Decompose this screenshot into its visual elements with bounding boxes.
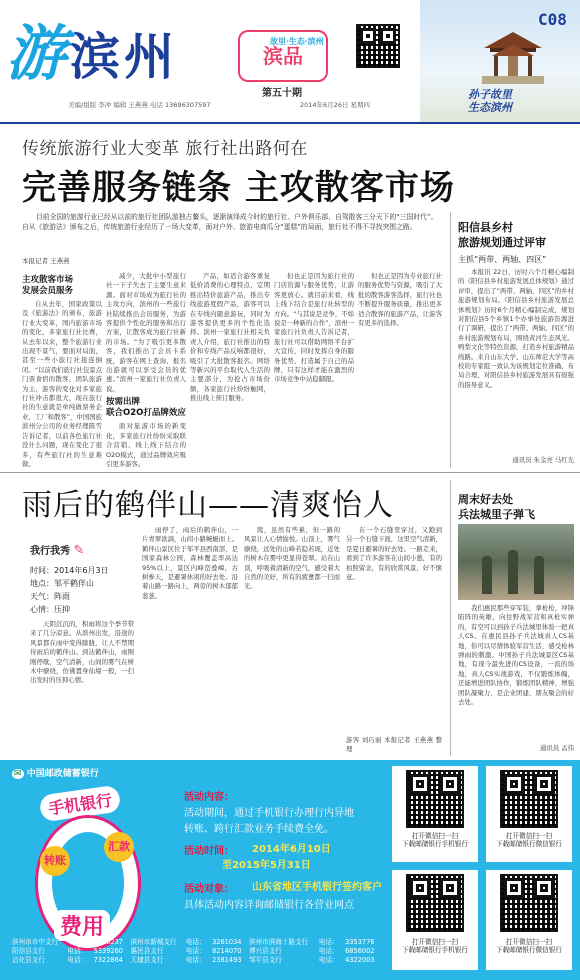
qr-code-3 <box>406 874 464 932</box>
branch: 滨州市滨海十路支行 <box>248 938 309 946</box>
phone: 3261034 <box>212 938 242 946</box>
phone-label: 电话： <box>318 947 339 955</box>
walking-figure-icon: ✎ <box>73 543 85 558</box>
column-divider <box>450 212 451 468</box>
branch: 阳信县支行 <box>12 947 45 955</box>
branch: 博兴县支行 <box>248 947 282 955</box>
travelogue-col1-text: 天阴沉沉的，积雨将这个季节带来了几分凉意。从滨州出发，沿途的风景都在雨中变得朦胧，让人不禁期待雨后的鹤伴山。到达鹤伴山，雨刚刚停歇，空气清新，山间的雾气在树木中缭绕，仿佛置身仙境一般，一扫出发时的压抑心情。 <box>30 620 134 685</box>
travelogue-column-2 <box>142 526 238 752</box>
phone-label: 电话： <box>318 956 339 964</box>
feature-column-4 <box>274 272 354 468</box>
feature-column-3 <box>190 272 270 468</box>
section-divider <box>0 472 580 473</box>
feature-headline: 完善服务链条 主攻散客市场 <box>22 168 455 208</box>
logo-text: 滨品 <box>263 44 303 68</box>
column-2-text: 减少，大批中小型旅行社一下子失去了主要生意来源。面对市场成为旅行社的主攻方向，滨州的一些旅行社陆续推出会员服务，为游客提供个性化的服务和出行方案，让散客成为旅行社新的市场。“为了吸引更多散客，我们推出了会员卡系统，游客在网上查询、报名出游就可以享受会员的优惠。”滨州一家旅行社负责人说。 <box>106 272 186 393</box>
weekend-body-text: 我们惠民那些穿军装，拿枪枪，冲锋陷阵的英雄，向往野战军营和真枪实弹的，有空可以到孙子兵法城里体验一把真人CS。在惠民县孙子兵法城真人CS基地，你可以尽情体验军营生活，感受枪林弹雨的刺激。中国孙子兵法城景区CS基地，有现今最先进的CS设备，一流的场地，真人CS实战游戏，不仅锻炼体魄，还能增进团队协作，锻炼团队精神，增强团队凝聚力，是企业团建、朋友聚会的好去处。 <box>458 604 574 707</box>
travel-tag <box>30 542 84 558</box>
trip-weather: 天气：阵雨 <box>30 592 70 601</box>
side-article-credit: 通讯员 朱金亮 马红光 <box>512 456 574 464</box>
travelogue-headline: 雨后的鹤伴山——清爽怡人 <box>22 488 394 523</box>
phone: 2381493 <box>212 956 242 964</box>
feature-column-2 <box>106 272 186 468</box>
binpin-logo <box>238 30 328 82</box>
travel-tag-label: 我行我秀 <box>30 546 70 557</box>
masthead-qr-code <box>356 24 400 68</box>
qr-card-2 <box>486 766 572 862</box>
contacts-row <box>10 947 380 956</box>
branch: 滨州市新城支行 <box>130 938 177 946</box>
column-2b-text: 面对旅游市场的新变化，多家旅行社纷纷采取联合营销、线上线下结合的O2O模式，通过品牌效应吸引更多游客。 <box>106 422 186 468</box>
activity-title: 活动内容： <box>184 792 234 803</box>
feature-column-5 <box>358 272 442 468</box>
phone: 5339260 <box>93 947 123 955</box>
time-end: 至2015年5月31日 <box>222 860 311 871</box>
qr-caption-2: 打开微信扫一扫 下载邮储银行微信银行 <box>486 832 572 848</box>
qr-card-3 <box>392 870 478 970</box>
phone: 3326237 <box>93 938 123 946</box>
editor-info: 美编/组版 李冲 编辑 王燕燕 电话 13696307597 <box>68 101 211 109</box>
phone: 8214070 <box>212 947 242 955</box>
travelogue-column-3 <box>244 526 340 752</box>
slogan-line-2: 生态滨州 <box>468 101 512 114</box>
qr-code-4 <box>500 874 558 932</box>
time-title: 活动时间： <box>184 846 234 857</box>
travelogue-col3-text: 爬，虽然有些累，但一路的风景让人心情愉悦。山顶上，雾气缭绕，远处的山峰若隐若现，近处的树木在雾中更显得苍翠。站在山顶，呼吸着清新的空气，感受着大自然的美好，所有的疲惫都一扫而光。 <box>244 526 340 591</box>
side-article-subtitle: 主抓“两带、两轴、四区” <box>458 255 547 264</box>
slogan-line-1: 孙子故里 <box>468 88 512 101</box>
phone: 3353776 <box>345 938 375 946</box>
transfer-badge: 转账 <box>40 846 70 876</box>
page-number: C08 <box>538 10 567 29</box>
travelogue-column-1 <box>30 620 134 752</box>
phone: 7322864 <box>93 956 123 964</box>
bank-name-text: 中国邮政储蓄银行 <box>26 769 99 779</box>
column-divider-2 <box>450 480 451 756</box>
target-line-1: 山东省地区手机银行签约客户 <box>252 882 382 893</box>
phone: 6856002 <box>345 947 375 955</box>
contacts-row <box>10 956 380 965</box>
mobile-banking-label: 手机银行 <box>39 785 122 823</box>
subhead-1: 主攻散客市场 发展会员服务 <box>22 275 74 296</box>
branch: 无棣县支行 <box>130 956 164 964</box>
qr-code-1 <box>406 770 464 828</box>
phone-label: 电话： <box>185 938 206 946</box>
subhead-2: 按需出牌 联合O2O打品牌效应 <box>106 397 186 419</box>
phone-label: 电话： <box>67 938 88 946</box>
target-title: 活动对象： <box>184 884 234 895</box>
travelogue-credit: 游客 刘巧丽 本报记者 王燕燕 整理 <box>346 736 442 754</box>
qr-caption-1: 打开微信扫一扫 下载邮储银行手机银行 <box>392 832 478 848</box>
issue-number: 第五十期 <box>262 88 302 99</box>
contacts-table <box>10 938 380 965</box>
brand-you: 游 <box>6 19 62 89</box>
qr-caption-4: 打开微信扫一扫 下载邮储银行微信银行 <box>486 938 572 954</box>
column-4-text: 但也正是因为旅行社的门店资源与服务优势，让游客更放心。就目前来看，线上线下结合是旅行社转型的方向。“与其说是竞争，不如说是一种新的合作”，滨州一家旅行社负责人告诉记者，旅行社可以借助网络平台扩大宣传，同时发挥自身的服务优势，打造属于自己的品牌，只有这样才能在激烈的市场竞争中站稳脚跟。 <box>274 272 354 384</box>
postal-bank-icon: ✉ <box>14 769 22 779</box>
fee-label: 费用 <box>54 910 110 941</box>
phone-label: 电话： <box>67 956 88 964</box>
cs-game-photo <box>458 524 574 600</box>
side-body-text: 本报讯 22日，历时六个月精心编制的《阳信县乡村旅游发展总体规划》通过评审，提出了“两带、两轴、四区”的乡村旅游规划布局。《阳信县乡村旅游发展总体规划》历时6个月精心编制完成，规划对阳信县5个乡镇1个办事处旅游资源进行了调研，提出了“两带、两轴、四区”的乡村旅游规划布局，围绕黄河生态风光、鸭梨文化等特色资源，打造乡村旅游精品线路。来自山东大学、山东师范大学等高校的专家组一致认为该规划定位准确、布局合理，对阳信县乡村旅游发展具有很强的指导意义。 <box>458 268 574 389</box>
phone-label: 电话： <box>185 947 206 955</box>
pavilion-icon <box>478 30 548 86</box>
remittance-badge: 汇款 <box>104 832 134 862</box>
phone-label: 电话： <box>185 956 206 964</box>
trip-time: 时间：2014年6月3日 <box>30 566 109 575</box>
activity-line-1: 活动期间，通过手机银行办理行内异地 <box>184 808 354 819</box>
brand-binzhou: 滨州 <box>70 27 178 86</box>
trip-info <box>30 564 140 616</box>
side-article-title: 阳信县乡村 旅游规划通过评审 <box>458 221 546 249</box>
masthead-slogan <box>468 88 512 114</box>
publish-date: 2014年6月26日 星期四 <box>300 101 371 109</box>
target-line-2: 具体活动内容详询邮储银行各营业网点 <box>184 900 354 911</box>
feature-kicker: 传统旅游行业大变革 旅行社出路何在 <box>22 139 308 159</box>
bank-name <box>12 766 99 779</box>
branch: 滨州市市中支行 <box>12 938 59 946</box>
trip-place: 地点：邹平鹤伴山 <box>30 579 94 588</box>
logo-small-text: 故里·生态·滨州 <box>270 36 324 46</box>
weekend-body <box>458 604 574 744</box>
phone: 4322003 <box>345 956 375 964</box>
phone-label: 电话： <box>67 947 88 955</box>
travelogue-col4-text: 在一个石缝里穿过，又跑到另一个石缝下面，这里空气清新，是夏日避暑的好去处。一路走来，看到了许多游客在山间小憩，有的拍照留念，有的欣赏风景，好不惬意。 <box>346 526 442 582</box>
weekend-credit: 通讯员 孟伟 <box>540 744 574 752</box>
column-1-text: 自从去年，国家政策以及《旅游法》的颁布，旅游行业大变革，国内旅游市场的变化，多家旅行社比赛，从去年以来，整个旅游行业出现不景气，要面对局面，甚至一些小旅行社接连倒闭。“以前我们旅行社包景点门票食宿的散客，团队旅游为主，游客的变化对多家旅行社冲击都很大，现在旅行社的生意就是单纯做票务企业、工厂和散客”，中国国旅滨州分公司的业务经理陈雪告诉记者，以前各色旅行社没什么问题，现在变化了很多，有些旅行社的生意难做。 <box>22 300 102 468</box>
qr-card-4 <box>486 870 572 970</box>
qr-card-1 <box>392 766 478 862</box>
feature-column-1 <box>22 272 102 468</box>
qr-caption-3: 打开微信扫一扫 下载邮储银行手机银行 <box>392 938 478 954</box>
travelogue-col2-text: 雨停了，雨后的鹤伴山，一片青翠欲滴，山间小路蜿蜒而上。鹤伴山景区位于邹平县西南部，是国家森林公园，森林覆盖率高达95%以上，景区内峰峦叠嶂，古树参天，是避暑休闲的好去处。沿着山路一路向上，两旁的树木郁郁葱葱。 <box>142 526 238 600</box>
phone-label: 电话： <box>318 938 339 946</box>
feature-lead: 目前全国的旅游行业已经从以前的旅行社团队游独占鳌头，逐渐演绎成今时的旅行社、户外俱乐部、自驾散客三分天下的“三国时代”。自从《旅游法》颁布之后，传统旅游行业经历了一场大变革，面对户外、旅游电商瓜分“蛋糕”的局面，旅行社不得不寻找突围之路。 <box>22 213 438 231</box>
branch: 邹平县支行 <box>248 956 282 964</box>
branch-contacts <box>10 938 380 965</box>
side-article-body <box>458 268 574 454</box>
qr-code-2 <box>500 770 558 828</box>
contacts-row <box>10 938 380 947</box>
trip-mood: 心情：压抑 <box>30 605 70 614</box>
newspaper-brand <box>6 6 178 92</box>
column-3-text: 产品，如适合游客重复低价消费的心理特点，定期推出特价旅游产品，推出专线旅游度假产品，游客可以在专线内随意游玩，同时为游客提供更多的个性化选择。滨州一家旅行社相关负责人介绍，旅行社推出的特价和专线产品反响都很好，吸引了大批散客报名。网络等新兴的平台取代人生活的主要部分，为抢占市场份额，各家旅行社纷纷触网，推出线上预订服务。 <box>190 272 270 403</box>
masthead-divider <box>0 122 580 124</box>
column-5-text: 但也正是因为专业旅行社的服务优势与资源，吸引了大批的散客游客选择，旅行社也不断提升服务质量，推出更多适合散客的旅游产品，让游客有更多的选择。 <box>358 272 442 328</box>
activity-line-2: 转账、跨行汇款业务手续费全免。 <box>184 824 334 835</box>
travelogue-column-4 <box>346 526 442 734</box>
feature-byline: 本报记者 王燕燕 <box>22 257 70 265</box>
time-start: 2014年6月10日 <box>252 844 331 855</box>
branch: 沾化县支行 <box>12 956 45 964</box>
weekend-title: 周末好去处 兵法城里子弹飞 <box>458 493 535 521</box>
branch: 惠民县支行 <box>130 947 164 955</box>
